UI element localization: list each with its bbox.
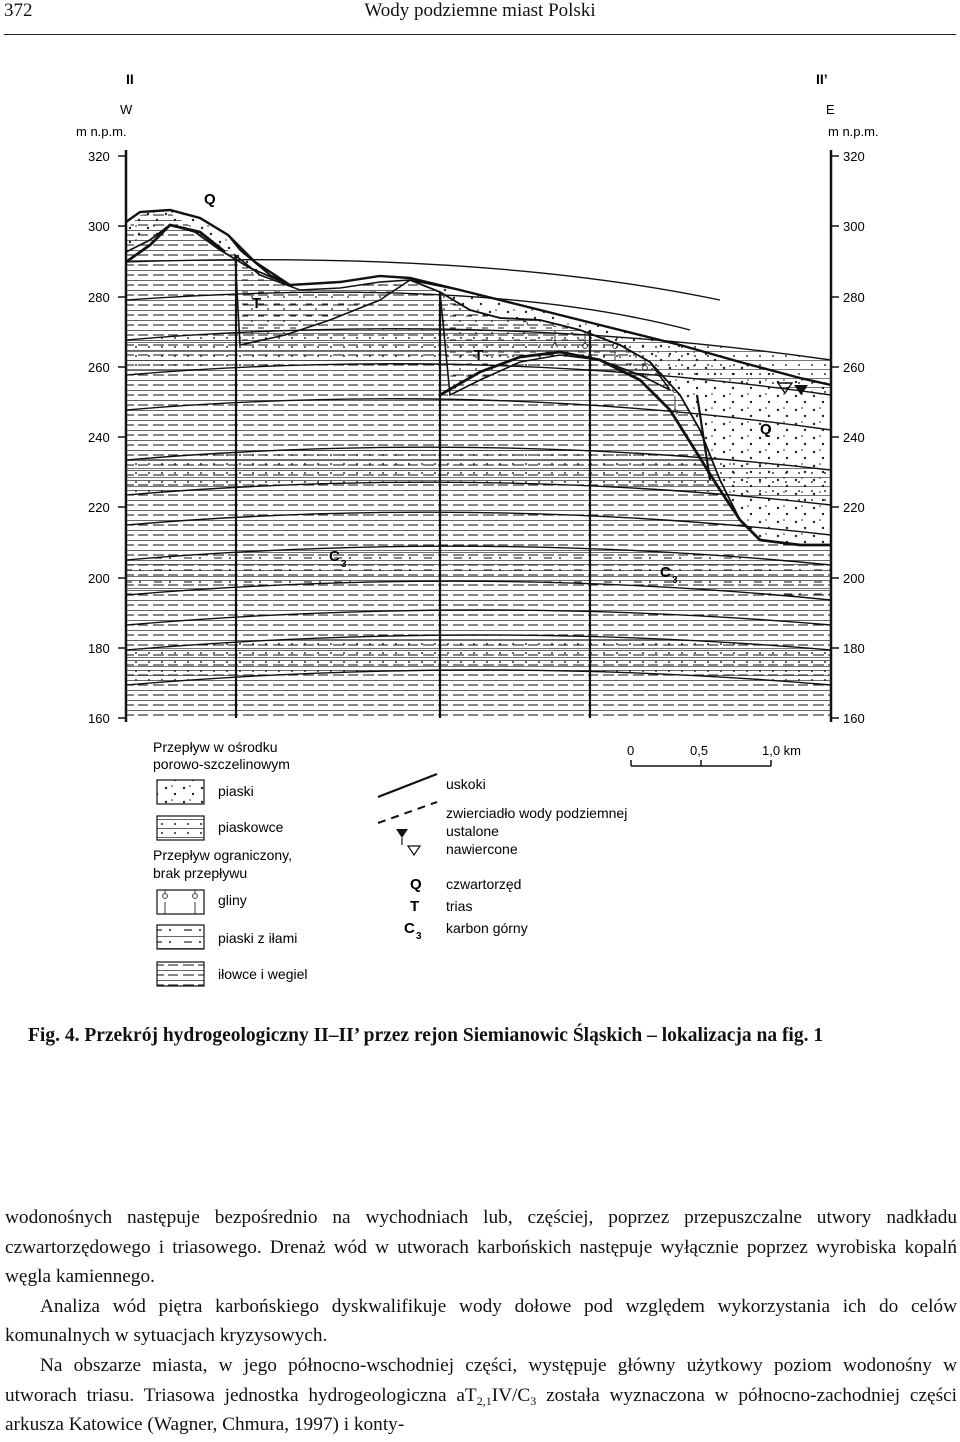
legend-item: ustalone [446,823,499,839]
legend-symbol: T [410,898,420,915]
figure-caption: Fig. 4. Przekrój hydrogeologiczny II–II’ przez rejon Siemianowic Śląskich – lokalizacja na fig. 1 [28,1025,824,1046]
paragraph: Analiza wód piętra karbońskiego dyskwalifikuje wody dołowe pod względem wykorzystania ich do celów komunalnych w sytuacjach kryzysowych. [5,1295,957,1347]
running-title: Wody podziemne miast Polski [364,0,596,21]
fault-symbol [378,774,437,797]
page-header [0,0,960,36]
paragraph-text: została wyznaczona w północno-zachodniej części arkusza Katowice (Wagner, Chmura, 1997) i konty- [5,1384,957,1436]
swatch-shale-coal [157,962,204,986]
scale-tick-label: 0 [627,743,635,758]
section-label-right: II’ [816,71,828,87]
elev-right: 300 [843,219,865,234]
legend-item: piaski z iłami [218,930,298,946]
unit-right: m n.p.m. [828,124,879,139]
label-carboniferous: C [329,548,340,565]
legend-item: piaski [218,783,254,799]
elev-left: 260 [88,360,110,375]
legend-item: nawiercone [446,841,518,857]
scale-bar [627,743,801,766]
elev-left: 200 [88,571,110,586]
subscript: 2,1 [476,1393,492,1408]
legend-symbol: Q [410,876,422,893]
elev-right: 280 [843,290,865,305]
elev-left: 240 [88,430,110,445]
legend-item: czwartorzęd [446,876,522,892]
legend-item: zwierciadło wody podziemnej [446,805,628,821]
legend-item: trias [446,898,473,914]
legend-item: uskoki [446,776,486,792]
label-triassic: T [252,295,262,312]
elev-right: 160 [843,711,865,726]
elev-left: 320 [88,149,110,164]
header-rule [4,34,956,35]
elev-left: 160 [88,711,110,726]
legend-group-heading: Przepływ w ośrodku [153,739,278,755]
cross-section-figure [0,40,960,1000]
elev-left: 180 [88,641,110,656]
legend-item: gliny [218,892,247,908]
swatch-sand [157,780,204,804]
water-table-established-icon [396,829,408,838]
elev-right: 220 [843,500,865,515]
scale-tick-label: 0,5 [690,743,709,758]
paragraph-text: IV/C [491,1384,531,1406]
legend-group-heading: porowo-szczelinowym [153,756,290,772]
page-number: 372 [4,0,33,21]
elev-left: 280 [88,290,110,305]
section-label-left: II [126,71,134,87]
swatch-silty-sand [157,925,204,949]
legend-symbol-subscript: 3 [416,931,422,942]
left-axis [76,71,134,726]
legend-item: karbon górny [446,920,528,936]
water-table-line-symbol [378,802,437,823]
legend-item: piaskowce [218,819,284,835]
legend-item: iłowce i wegiel [218,966,308,982]
body-text [5,1203,957,1440]
label-subscript: 3 [341,559,347,570]
paragraph: wodonośnych następuje bezpośrednio na wychodniach lub, częściej, poprzez przepuszczalne utwory nadkładu czwartorzędowego i triasowego. Drenaż wód w utworach karbońskich następuje wyłącznie poprzez wyrobiska kopalń węgla kamiennego. [5,1207,957,1288]
legend-group-heading: brak przepływu [153,865,248,881]
direction-west: W [120,102,133,117]
elev-left: 220 [88,500,110,515]
scale-tick-label: 1,0 km [762,743,802,758]
elev-right: 200 [843,571,865,586]
paragraph [5,1351,957,1440]
legend-symbol: C [404,920,415,937]
elev-left: 300 [88,219,110,234]
unit-left: m n.p.m. [76,124,127,139]
direction-east: E [826,102,835,117]
elev-right: 260 [843,360,865,375]
swatch-sandstone [157,816,204,840]
label-subscript: 3 [672,575,678,586]
water-table-drilled-icon [408,846,420,855]
elev-right: 240 [843,430,865,445]
legend-left [153,739,307,986]
label-quaternary: Q [204,191,216,208]
subscript: 3 [530,1393,537,1408]
elev-right: 320 [843,149,865,164]
label-triassic: T [474,347,484,364]
legend-right [378,774,627,942]
label-quaternary: Q [760,421,772,438]
swatch-clay [157,890,204,914]
label-carboniferous: C [660,564,671,581]
elev-right: 180 [843,641,865,656]
legend-group-heading: Przepływ ograniczony, [153,847,293,863]
paragraph-text: Na obszarze miasta, w jego północno-wschodniej części, występuje główny użytkowy poziom wodonośny w utworach triasu. Triasowa jednostka hydrogeologiczna aT [5,1354,957,1406]
